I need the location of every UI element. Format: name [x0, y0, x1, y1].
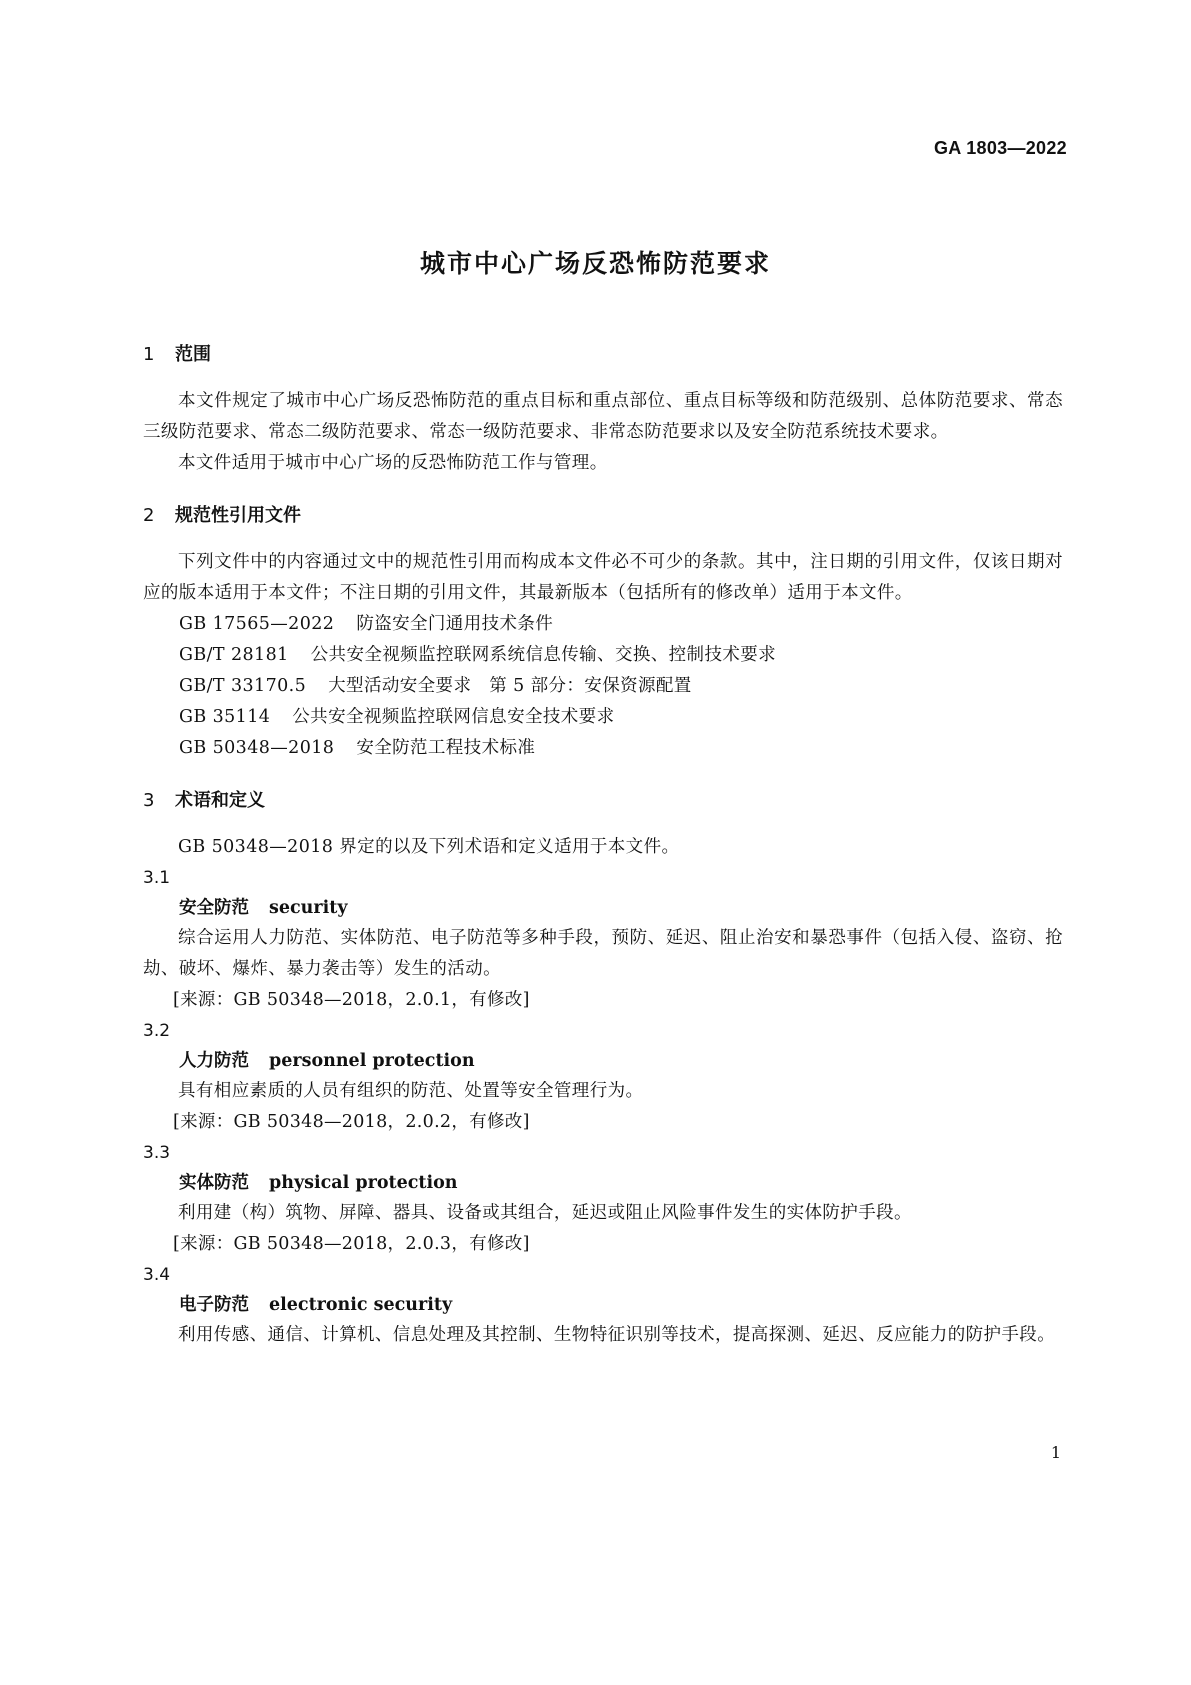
reference-title: 公共安全视频监控联网信息安全技术要求 — [292, 707, 615, 727]
term-definition: 综合运用人力防范、实体防范、电子防范等多种手段，预防、延迟、阻止治安和暴恐事件（包括入侵、盗窃、抢劫、破坏、爆炸、暴力袭击等）发生的活动。 — [143, 928, 1063, 979]
term-name — [143, 893, 1063, 923]
page-number: 1 — [1050, 1443, 1061, 1462]
term-name — [143, 1168, 1063, 1198]
term-definition: 利用建（构）筑物、屏障、器具、设备或其组合，延迟或阻止风险事件发生的实体防护手段。 — [178, 1203, 912, 1223]
term-zh: 实体防范 — [179, 1173, 249, 1193]
section-title: 术语和定义 — [175, 790, 265, 811]
standard-code: GA 1803—2022 — [933, 138, 1067, 158]
term-source: [来源：GB 50348—2018，2.0.1，有修改] — [173, 990, 530, 1010]
reference-item — [143, 733, 1063, 764]
term-number: 3.2 — [143, 1021, 171, 1041]
reference-code: GB 35114 — [179, 707, 271, 727]
reference-title: 防盗安全门通用技术条件 — [356, 614, 554, 634]
section-title: 范围 — [175, 344, 211, 365]
reference-code: GB 17565—2022 — [179, 614, 335, 634]
term-en: personnel protection — [269, 1051, 475, 1071]
term-en: electronic security — [269, 1295, 453, 1315]
term-number: 3.3 — [143, 1143, 171, 1163]
term-source: [来源：GB 50348—2018，2.0.3，有修改] — [173, 1234, 530, 1254]
reference-title: 大型活动安全要求 第 5 部分：安保资源配置 — [328, 676, 692, 696]
section-number: 3 — [143, 790, 155, 811]
paragraph: 本文件适用于城市中心广场的反恐怖防范工作与管理。 — [178, 453, 608, 473]
term-number: 3.1 — [143, 868, 171, 888]
reference-code: GB/T 28181 — [179, 645, 289, 665]
paragraph: 下列文件中的内容通过文中的规范性引用而构成本文件必不可少的条款。其中，注日期的引用文件，仅该日期对应的版本适用于本文件；不注日期的引用文件，其最新版本（包括所有的修改单）适用于本文件。 — [143, 552, 1063, 603]
section-number: 2 — [143, 505, 155, 526]
reference-title: 公共安全视频监控联网系统信息传输、交换、控制技术要求 — [310, 645, 777, 665]
term-zh: 安全防范 — [179, 898, 249, 918]
reference-item — [143, 702, 1063, 733]
document-title: 城市中心广场反恐怖防范要求 — [419, 249, 771, 278]
term-zh: 人力防范 — [179, 1051, 249, 1071]
document-body — [143, 340, 1063, 1351]
section-heading-normative-references — [143, 501, 1063, 531]
paragraph: 本文件规定了城市中心广场反恐怖防范的重点目标和重点部位、重点目标等级和防范级别、总体防范要求、常态三级防范要求、常态二级防范要求、常态一级防范要求、非常态防范要求以及安全防范系统技术要求。 — [143, 391, 1063, 442]
term-source: [来源：GB 50348—2018，2.0.2，有修改] — [173, 1112, 530, 1132]
section-title: 规范性引用文件 — [175, 505, 301, 526]
term-name — [143, 1046, 1063, 1076]
reference-code: GB/T 33170.5 — [179, 676, 307, 696]
reference-code: GB 50348—2018 — [179, 738, 335, 758]
reference-item — [143, 609, 1063, 640]
paragraph: GB 50348—2018 界定的以及下列术语和定义适用于本文件。 — [178, 837, 680, 857]
term-en: physical protection — [269, 1173, 458, 1193]
reference-item — [143, 671, 1063, 702]
term-name — [143, 1290, 1063, 1320]
term-definition: 具有相应素质的人员有组织的防范、处置等安全管理行为。 — [178, 1081, 644, 1101]
reference-item — [143, 640, 1063, 671]
section-heading-terms — [143, 786, 1063, 816]
section-heading-scope — [143, 340, 1063, 370]
term-en: security — [269, 898, 348, 918]
reference-title: 安全防范工程技术标准 — [356, 738, 536, 758]
term-zh: 电子防范 — [179, 1295, 249, 1315]
section-number: 1 — [143, 344, 155, 365]
term-definition: 利用传感、通信、计算机、信息处理及其控制、生物特征识别等技术，提高探测、延迟、反应能力的防护手段。 — [178, 1325, 1056, 1345]
term-number: 3.4 — [143, 1265, 171, 1285]
